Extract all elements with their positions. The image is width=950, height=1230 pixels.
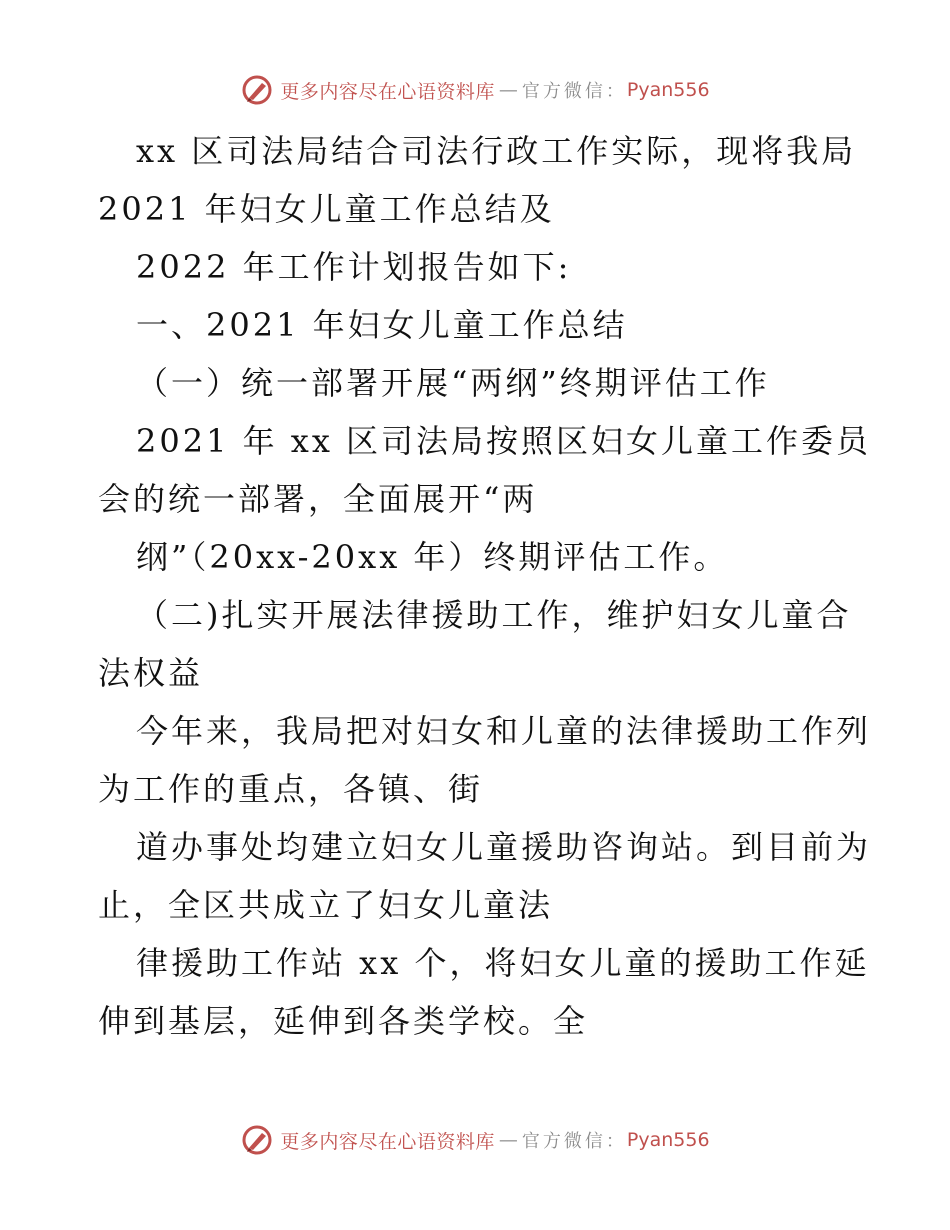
- subsection-heading: （二)扎实开展法律援助工作，维护妇女儿童合: [136, 596, 852, 634]
- paragraph-line: 会的统一部署，全面展开“两: [98, 480, 538, 518]
- subsection-heading: （一）统一部署开展“两纲”终期评估工作: [136, 364, 770, 402]
- section-heading: 一、2021 年妇女儿童工作总结: [136, 306, 628, 344]
- paragraph-line: 伸到基层，延伸到各类学校。全: [98, 1002, 589, 1040]
- watermark-wechat-label: 官方微信：: [521, 81, 627, 102]
- paragraph-line: xx 区司法局结合司法行政工作实际，现将我局: [136, 132, 857, 170]
- paragraph-line: 2022 年工作计划报告如下:: [136, 248, 572, 286]
- watermark-site: 更多内容尽在心语资料库: [280, 80, 495, 103]
- watermark-wechat-id: Pyan556: [626, 1129, 710, 1151]
- paragraph-line: 律援助工作站 xx 个，将妇女儿童的援助工作延: [136, 944, 870, 982]
- paragraph-line: 2021 年妇女儿童工作总结及: [98, 190, 555, 228]
- watermark-wechat-label: 官方微信：: [521, 1131, 627, 1152]
- paragraph-line: 止，全区共成立了妇女儿童法: [98, 886, 554, 924]
- subsection-heading: 法权益: [98, 654, 204, 692]
- watermark-separator: —: [498, 1129, 518, 1151]
- paragraph-line: 2021 年 xx 区司法局按照区妇女儿童工作委员: [136, 422, 872, 460]
- paragraph-line: 道办事处均建立妇女儿童援助咨询站。到目前为: [136, 828, 872, 866]
- paragraph-line: 纲”（20xx-20xx 年）终期评估工作。: [136, 538, 729, 576]
- footer-watermark: [0, 1120, 950, 1160]
- watermark-wechat-id: Pyan556: [626, 79, 710, 101]
- paragraph-line: 为工作的重点，各镇、街: [98, 770, 484, 808]
- watermark-site: 更多内容尽在心语资料库: [280, 1130, 495, 1153]
- header-watermark: [0, 70, 950, 110]
- watermark-separator: —: [498, 79, 518, 101]
- pen-logo-icon: [240, 73, 274, 107]
- paragraph-line: 今年来，我局把对妇女和儿童的法律援助工作列: [136, 712, 872, 750]
- pen-logo-icon: [240, 1123, 274, 1157]
